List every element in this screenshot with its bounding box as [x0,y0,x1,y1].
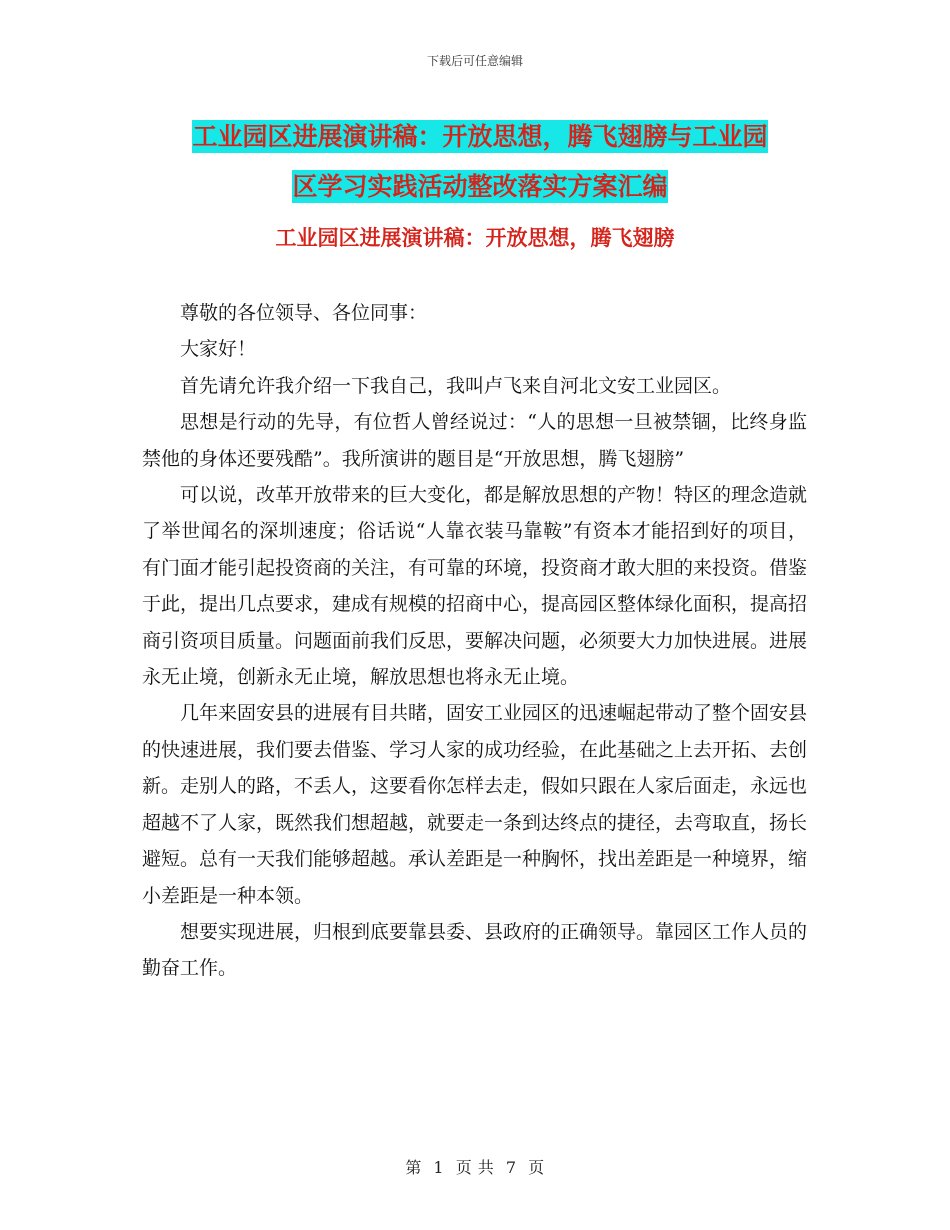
greeting: 大家好！ [180,338,257,361]
section-title: 工业园区进展演讲稿：开放思想，腾飞翅膀 [275,225,675,250]
salutation: 尊敬的各位领导、各位同事： [180,302,428,324]
footer-prefix: 第 [405,1158,422,1177]
total-pages: 7 [505,1158,517,1177]
paragraph: 几年来固安县的进展有目共睹，固安工业园区的迅速崛起带动了整个固安县的快速进展，我们要去借鉴、学习人家的成功经验，在此基础之上去开拓、去创新。走别人的路，不丢人，这要看你怎样去走，假如只跟在人家后面走，永远也超越不了人家，既然我们想超越，就要走一条到达终点的捷径，去弯取直，扬长避短。总有一天我们能够超越。承认差距是一种胸怀，找出差距是一种境界，缩小差距是一种本领。 [142,702,808,907]
document-title-line-1: 工业园区进展演讲稿：开放思想，腾飞翅膀与工业园 [192,122,768,151]
paragraph: 想要实现进展，归根到底要靠县委、县政府的正确领导。靠园区工作人员的勤奋工作。 [142,920,808,980]
document-title-line-2: 区学习实践活动整改落实方案汇编 [292,172,668,201]
document-title [140,112,820,212]
paragraph: 可以说，改革开放带来的巨大变化，都是解放思想的产物！特区的理念造就了举世闻名的深圳速度；俗话说“人靠衣装马靠鞍”有资本才能招到好的项目，有门面才能引起投资商的关注，有可靠的环境，投资商才敢大胆的来投资。借鉴于此，提出几点要求，建成有规模的招商中心，提高园区整体绿化面积，提高招商引资项目质量。问题面前我们反思，要解决问题，必须要大力加快进展。进展永无止境，创新永无止境，解放思想也将永无止境。 [142,484,808,689]
footer-middle: 页 共 [455,1158,495,1177]
page-footer [0,1155,950,1178]
paragraph: 思想是行动的先导，有位哲人曾经说过：“人的思想一旦被禁锢，比终身监禁他的身体还要残酷”。我所演讲的题目是“开放思想，腾飞翅膀” [142,411,807,470]
header-note: 下载后可任意编辑 [426,54,523,68]
page-number: 1 [433,1158,445,1177]
paragraph: 首先请允许我介绍一下我自己，我叫卢飞来自河北文安工业园区。 [180,374,732,397]
footer-suffix: 页 [528,1158,545,1177]
document-body [142,295,807,987]
